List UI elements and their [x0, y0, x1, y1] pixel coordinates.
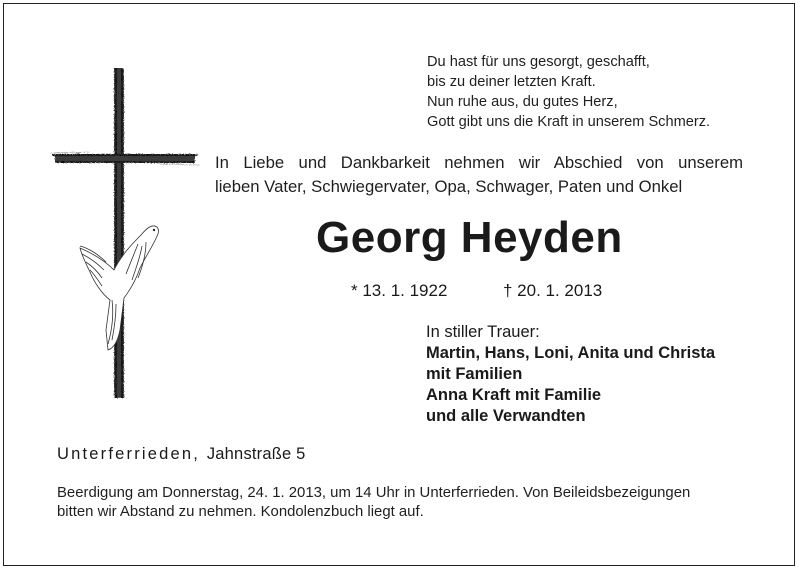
cross-with-dove-icon	[50, 68, 200, 403]
mourner-line: Anna Kraft mit Familie	[426, 386, 602, 404]
mourner-line: Martin, Hans, Loni, Anita und Christa	[426, 344, 716, 362]
funeral-notice	[57, 484, 747, 522]
funeral-line: Beerdigung am Donnerstag, 24. 1. 2013, um 14 Uhr in Unterferrieden. Von Beileidsbezeigungen	[57, 485, 691, 501]
mourner-line: mit Familien	[426, 365, 523, 383]
memorial-poem	[427, 52, 710, 132]
farewell-intro	[215, 151, 743, 199]
poem-line: Gott gibt uns die Kraft in unserem Schmerz.	[427, 114, 711, 130]
address-town: Unterferrieden,	[57, 445, 201, 463]
address-street: Jahnstraße 5	[206, 445, 306, 463]
address	[57, 445, 306, 464]
intro-line: lieben Vater, Schwiegervater, Opa, Schwager, Paten und Onkel	[215, 177, 683, 196]
poem-line: Nun ruhe aus, du gutes Herz,	[427, 94, 618, 110]
mourners-heading: In stiller Trauer:	[426, 323, 540, 341]
intro-line: In Liebe und Dankbarkeit nehmen wir Abschied von unserem	[215, 153, 743, 172]
funeral-line: bitten wir Abstand zu nehmen. Kondolenzbuch liegt auf.	[57, 504, 424, 520]
poem-line: bis zu deiner letzten Kraft.	[427, 74, 596, 90]
death-date: † 20. 1. 2013	[503, 281, 603, 300]
mourners-block	[426, 322, 715, 427]
poem-line: Du hast für uns gesorgt, geschafft,	[427, 54, 650, 70]
birth-date: * 13. 1. 1922	[351, 281, 448, 300]
mourner-line: und alle Verwandten	[426, 407, 586, 425]
deceased-name: Georg Heyden	[316, 213, 623, 262]
